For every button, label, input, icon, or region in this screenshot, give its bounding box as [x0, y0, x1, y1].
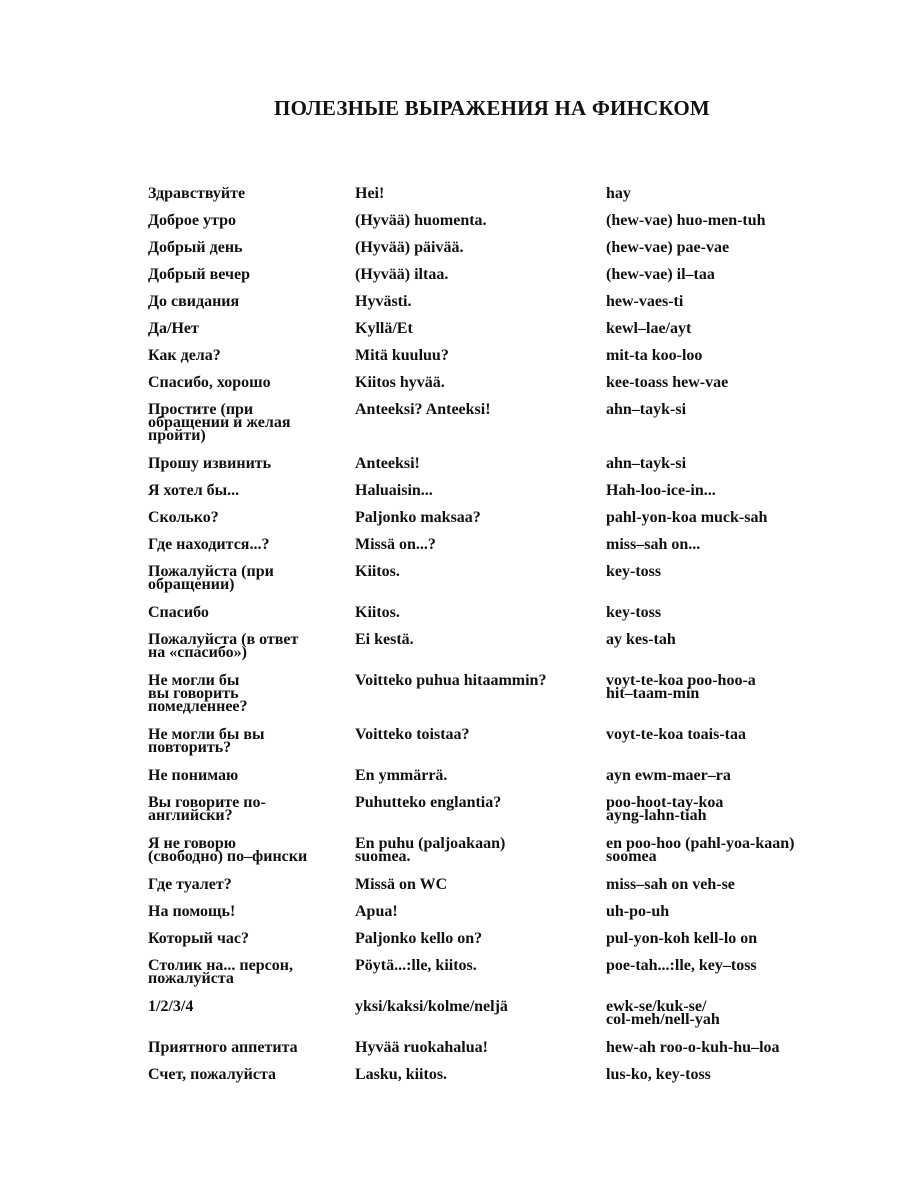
pronunciation: miss–sah on veh-se — [606, 876, 735, 893]
pronunciation: hew-vaes-ti — [606, 293, 684, 310]
pronunciation: ahn–tayk-si — [606, 401, 687, 418]
russian-phrase: Да/Нет — [148, 320, 199, 337]
finnish-phrase: En puhu (paljoakaan) suomea. — [355, 835, 506, 865]
pronunciation: en poo-hoo (pahl-yoa-kaan) soomea — [606, 835, 795, 865]
russian-phrase: Не могли бы вы говорить помедленнее? — [148, 672, 248, 715]
russian-phrase: Столик на... персон, пожалуйста — [148, 957, 293, 987]
russian-phrase: Спасибо — [148, 604, 209, 621]
pronunciation: Hah-loo-ice-in... — [606, 482, 716, 499]
table-row — [148, 956, 848, 997]
russian-phrase: Приятного аппетита — [148, 1039, 298, 1056]
finnish-phrase: Kyllä/Et — [355, 320, 413, 337]
pronunciation: voyt-te-koa toais-taa — [606, 726, 746, 743]
finnish-phrase: Missä on WC — [355, 876, 448, 893]
russian-phrase: Не могли бы вы повторить? — [148, 726, 265, 756]
russian-phrase: Где туалет? — [148, 876, 232, 893]
pronunciation: poo-hoot-tay-koa ayng-lahn-tiah — [606, 794, 724, 824]
finnish-phrase: Mitä kuuluu? — [355, 347, 449, 364]
finnish-phrase: Anteeksi! — [355, 455, 420, 472]
pronunciation: poe-tah...:lle, key–toss — [606, 957, 757, 974]
table-row — [148, 671, 848, 725]
russian-phrase: Где находится...? — [148, 536, 270, 553]
russian-phrase: Сколько? — [148, 509, 219, 526]
pronunciation: voyt-te-koa poo-hoo-a hit–taam-min — [606, 672, 756, 702]
pronunciation: pahl-yon-koa muck-sah — [606, 509, 768, 526]
table-row — [148, 997, 848, 1038]
table-row — [148, 929, 848, 956]
finnish-phrase: Pöytä...:lle, kiitos. — [355, 957, 477, 974]
table-row — [148, 834, 848, 875]
finnish-phrase: Kiitos hyvää. — [355, 374, 445, 391]
table-row — [148, 238, 848, 265]
russian-phrase: Здравствуйте — [148, 185, 246, 202]
table-row — [148, 184, 848, 211]
pronunciation: (hew-vae) pae-vae — [606, 239, 730, 256]
finnish-phrase: Paljonko maksaa? — [355, 509, 481, 526]
table-row — [148, 319, 848, 346]
russian-phrase: Пожалуйста (при обращении) — [148, 563, 274, 593]
finnish-phrase: Paljonko kello on? — [355, 930, 483, 947]
pronunciation: ay kes-tah — [606, 631, 676, 648]
table-row — [148, 793, 848, 834]
finnish-phrase: Kiitos. — [355, 563, 400, 580]
finnish-phrase: Apua! — [355, 903, 398, 920]
finnish-phrase: Anteeksi? Anteeksi! — [355, 401, 491, 418]
table-row — [148, 766, 848, 793]
pronunciation: miss–sah on... — [606, 536, 701, 553]
pronunciation: hay — [606, 185, 631, 202]
table-row — [148, 902, 848, 929]
table-row — [148, 481, 848, 508]
russian-phrase: 1/2/3/4 — [148, 998, 194, 1015]
table-row — [148, 630, 848, 671]
pronunciation: uh-po-uh — [606, 903, 670, 920]
table-row — [148, 454, 848, 481]
page-title: ПОЛЕЗНЫЕ ВЫРАЖЕНИЯ НА ФИНСКОМ — [274, 96, 710, 120]
table-row — [148, 346, 848, 373]
russian-phrase: Я не говорю (свободно) по–фински — [148, 835, 308, 865]
russian-phrase: Прошу извинить — [148, 455, 272, 472]
russian-phrase: Вы говорите по- английски? — [148, 794, 266, 824]
finnish-phrase: Haluaisin... — [355, 482, 433, 499]
finnish-phrase: Lasku, kiitos. — [355, 1066, 448, 1083]
finnish-phrase: Missä on...? — [355, 536, 436, 553]
table-row — [148, 211, 848, 238]
finnish-phrase: Voitteko toistaa? — [355, 726, 470, 743]
pronunciation: lus-ko, key-toss — [606, 1066, 711, 1083]
finnish-phrase: (Hyvää) iltaa. — [355, 266, 449, 283]
pronunciation: ahn–tayk-si — [606, 455, 687, 472]
russian-phrase: Простите (при обращении и желая пройти) — [148, 401, 291, 444]
russian-phrase: Как дела? — [148, 347, 221, 364]
finnish-phrase: Hei! — [355, 185, 385, 202]
russian-phrase: До свидания — [148, 293, 240, 310]
russian-phrase: На помощь! — [148, 903, 236, 920]
pronunciation: mit-ta koo-loo — [606, 347, 703, 364]
table-row — [148, 1065, 848, 1092]
russian-phrase: Спасибо, хорошо — [148, 374, 271, 391]
pronunciation: key-toss — [606, 604, 662, 621]
pronunciation: ewk-se/kuk-se/ col-meh/nell-yah — [606, 998, 720, 1028]
russian-phrase: Доброе утро — [148, 212, 236, 229]
pronunciation: kee-toass hew-vae — [606, 374, 729, 391]
pronunciation: (hew-vae) il–taa — [606, 266, 715, 283]
pronunciation: kewl–lae/ayt — [606, 320, 692, 337]
table-row — [148, 400, 848, 454]
finnish-phrase: yksi/kaksi/kolme/neljä — [355, 998, 508, 1015]
table-row — [148, 875, 848, 902]
table-row — [148, 508, 848, 535]
pronunciation: hew-ah roo-o-kuh-hu–loa — [606, 1039, 780, 1056]
table-row — [148, 725, 848, 766]
russian-phrase: Который час? — [148, 930, 249, 947]
finnish-phrase: Hyvästi. — [355, 293, 412, 310]
table-row — [148, 535, 848, 562]
finnish-phrase: Voitteko puhua hitaammin? — [355, 672, 547, 689]
finnish-phrase: En ymmärrä. — [355, 767, 448, 784]
table-row — [148, 1038, 848, 1065]
russian-phrase: Пожалуйста (в ответ на «спасибо») — [148, 631, 299, 661]
pronunciation: pul-yon-koh kell-lo on — [606, 930, 758, 947]
table-row — [148, 603, 848, 630]
pronunciation: key-toss — [606, 563, 662, 580]
table-row — [148, 562, 848, 603]
finnish-phrase: (Hyvää) huomenta. — [355, 212, 487, 229]
phrase-table — [148, 184, 848, 1092]
russian-phrase: Счет, пожалуйста — [148, 1066, 277, 1083]
finnish-phrase: Ei kestä. — [355, 631, 414, 648]
russian-phrase: Добрый вечер — [148, 266, 250, 283]
table-row — [148, 292, 848, 319]
pronunciation: ayn ewm-maer–ra — [606, 767, 731, 784]
table-row — [148, 373, 848, 400]
finnish-phrase: Puhutteko englantia? — [355, 794, 502, 811]
finnish-phrase: (Hyvää) päivää. — [355, 239, 464, 256]
finnish-phrase: Hyvää ruokahalua! — [355, 1039, 488, 1056]
finnish-phrase: Kiitos. — [355, 604, 400, 621]
russian-phrase: Я хотел бы... — [148, 482, 240, 499]
table-row — [148, 265, 848, 292]
russian-phrase: Не понимаю — [148, 767, 239, 784]
pronunciation: (hew-vae) huo-men-tuh — [606, 212, 766, 229]
russian-phrase: Добрый день — [148, 239, 243, 256]
